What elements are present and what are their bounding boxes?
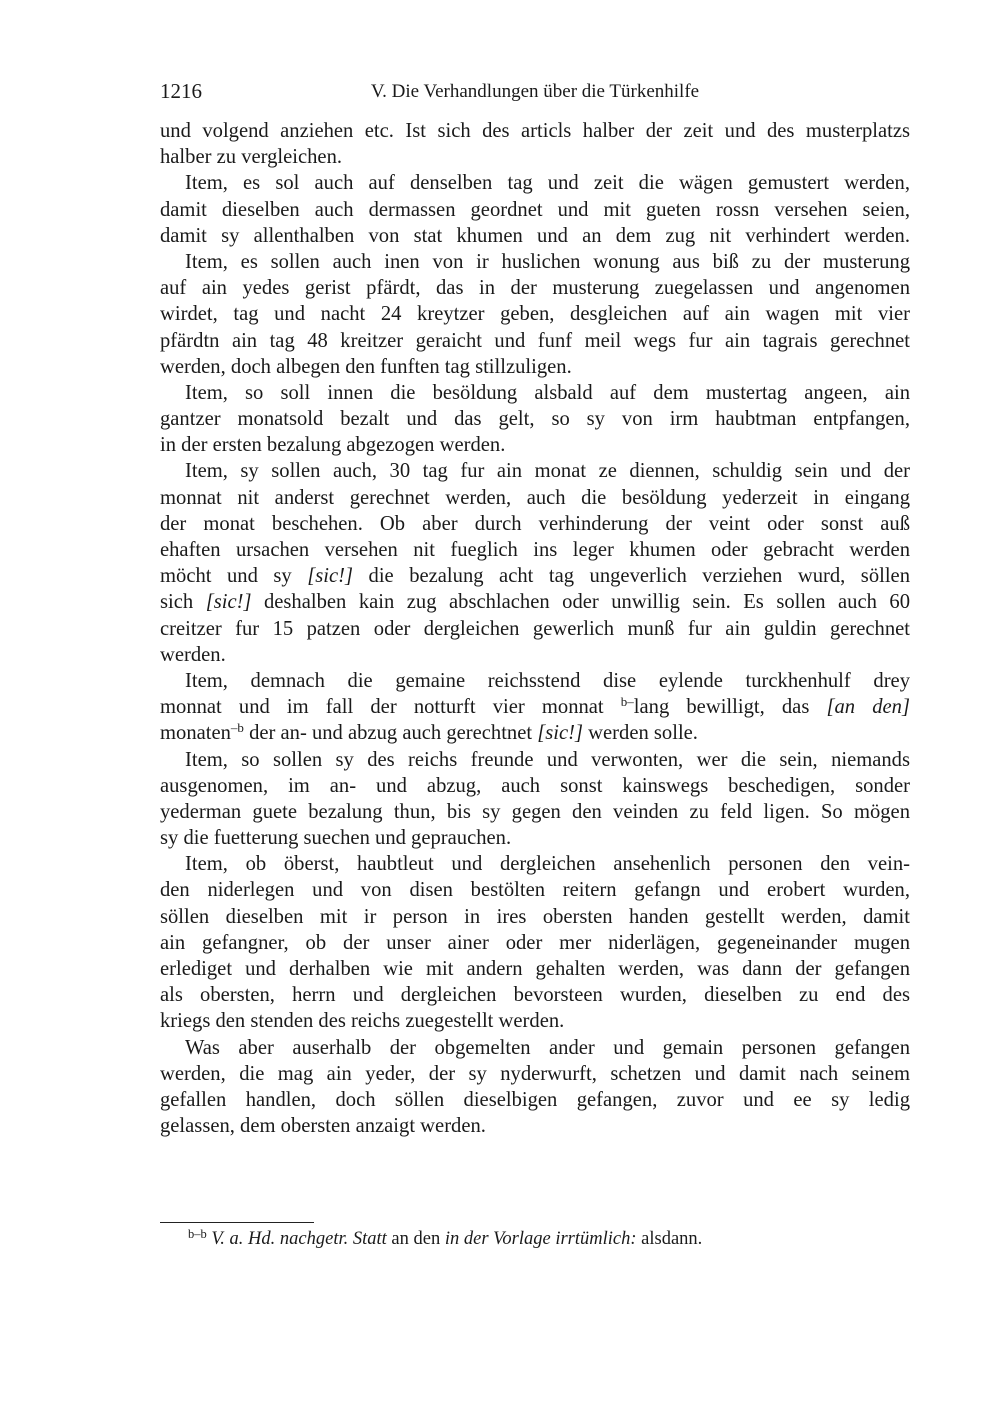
text-line: söllen dieselben mit ir person in ires obersten handen gestellt werden, damit: [160, 905, 910, 928]
editorial-sic: [sic!]: [537, 722, 584, 745]
paragraph-start: Item, demnach die gemaine reichsstend dise eylende turckhenhulf drey: [185, 669, 910, 692]
editorial-sic: [sic!]: [307, 565, 354, 588]
text-line: monnat nit anderst gerechnet werden, auch die besöldung yederzeit in eingang: [160, 486, 910, 509]
paragraph-start: Item, sy sollen auch, 30 tag fur ain monat ze diennen, schuldig sein und der: [185, 460, 910, 483]
text-line: pfärdtn ain tag 48 kreitzer geraicht und funf meil wegs fur ain tagrais gerechnet: [160, 329, 910, 352]
text-line: der monat beschehen. Ob aber durch verhinderung der veint oder sonst auß: [160, 512, 910, 535]
text-fragment: der an- und abzug auch gerechtnet: [243, 722, 538, 745]
text-fragment: lang bewilligt, das: [633, 696, 827, 719]
paragraph-start: Item, so soll innen die besöldung alsbald auf dem mustertag angeen, ain: [185, 381, 910, 404]
footnote-separator-rule: [160, 1222, 314, 1223]
text-fragment: sich: [160, 591, 194, 614]
paragraph-start: Was aber auserhalb der obgemelten ander und gemain personen gefangen: [185, 1036, 910, 1059]
text-line: werden, die mag ain yeder, der sy nyderwurft, schetzen und damit nach seinem: [160, 1062, 910, 1085]
body-text: [160, 118, 910, 1139]
text-line: auf ain yedes gerist pfärdt, das in der musterung zuegelassen und angenomen: [160, 277, 910, 300]
text-fragment: deshalben kain zug abschlachen oder unwillig sein. Es sollen auch 60: [251, 591, 910, 614]
text-line: [160, 720, 910, 746]
text-line: ain gefangner, ob der unser ainer oder mer niderlägen, gegeneinander mugen: [160, 931, 910, 954]
text-line: gantzer monatsold bezalt und das gelt, so sy von irm haubtman entpfangen,: [160, 408, 910, 431]
editorial-insertion: [an den]: [826, 696, 910, 719]
text-line: [160, 563, 910, 589]
page-header: [160, 79, 910, 107]
text-line: creitzer fur 15 patzen oder dergleichen gewerlich munß fur ain guldin gerechnet: [160, 617, 910, 640]
footnote: [188, 1227, 702, 1251]
editorial-sic: [sic!]: [205, 591, 252, 614]
paragraph-start: Item, es sollen auch inen von ir huslichen wonung aus biß zu der musterung: [185, 250, 910, 273]
footnote-italic-text: in der Vorlage irrtümlich:: [444, 1229, 637, 1249]
text-fragment: möcht und sy: [160, 565, 292, 588]
footnote-italic-text: V. a. Hd. nachgetr. Statt: [211, 1229, 387, 1249]
footnote-marker-close: –b: [230, 720, 244, 736]
paragraph-start: Item, so sollen sy des reichs freunde und verwonten, wer die sein, niemands: [185, 748, 910, 771]
footnote-marker-open: b–: [620, 694, 634, 710]
text-fragment: monnat und im fall der notturft vier monnat: [160, 696, 604, 719]
text-line: werden.: [160, 643, 226, 666]
text-line: ehaften ursachen versehen nit fueglich ins leger khumen oder gebracht werden: [160, 539, 910, 561]
text-line: [160, 589, 910, 615]
text-line: sy die fuetterung suechen und geprauchen.: [160, 827, 512, 850]
text-line: gefallen handlen, doch söllen dieselbigen gefangen, zuvor und ee sy ledig: [160, 1088, 910, 1111]
text-line: yederman guete bezalung thun, bis sy gegen den veinden zu feld ligen. So mögen: [160, 800, 910, 823]
text-line: den niderlegen und von disen bestölten reitern gefangn und erobert wurden,: [160, 879, 910, 902]
text-fragment: die bezalung acht tag ungeverlich verziehen wurd, söllen: [353, 565, 910, 588]
paragraph-start: Item, es sol auch auf denselben tag und zeit die wägen gemustert werden,: [185, 172, 910, 195]
footnote-marker: b–b: [188, 1227, 207, 1241]
text-line: damit sy allenthalben von stat khumen und an dem zug nit verhindert werden.: [160, 224, 910, 247]
running-title: V. Die Verhandlungen über die Türkenhilfe: [370, 81, 700, 102]
text-line: [160, 694, 910, 720]
text-line: wirdet, tag und nacht 24 kreytzer geben, desgleichen auf ain wagen mit vier: [160, 303, 910, 326]
page-number: 1216: [160, 79, 202, 103]
text-line: werden, doch albegen den funften tag stillzuligen.: [160, 355, 572, 378]
text-line: kriegs den stenden des reichs zuegestellt werden.: [160, 1010, 565, 1033]
footnote-text: alsdann.: [636, 1229, 703, 1249]
footnote-text: an den: [386, 1229, 445, 1249]
paragraph-start: Item, ob öberst, haubtleut und dergleichen ansehenlich personen den vein-: [185, 853, 910, 876]
text-line: als obersten, herrn und dergleichen bevorsteen wurden, dieselben zu end des: [160, 984, 910, 1007]
text-fragment: werden solle.: [583, 722, 698, 745]
text-line: damit dieselben auch dermassen geordnet und mit gueten rossn versehen seien,: [160, 198, 910, 221]
text-fragment: monaten: [160, 722, 231, 745]
text-line: erlediget und derhalben wie mit andern gehalten werden, was dann der gefangen: [160, 958, 910, 980]
text-line: in der ersten bezalung abgezogen werden.: [160, 434, 506, 457]
text-line: gelassen, dem obersten anzaigt werden.: [160, 1115, 486, 1138]
text-line: halber zu vergleichen.: [160, 146, 343, 169]
text-line: ausgenomen, im an- und abzug, auch sonst kainswegs beschedigen, sonder: [160, 774, 910, 797]
text-line: und volgend anziehen etc. Ist sich des articls halber der zeit und des musterplatzs: [160, 120, 910, 142]
